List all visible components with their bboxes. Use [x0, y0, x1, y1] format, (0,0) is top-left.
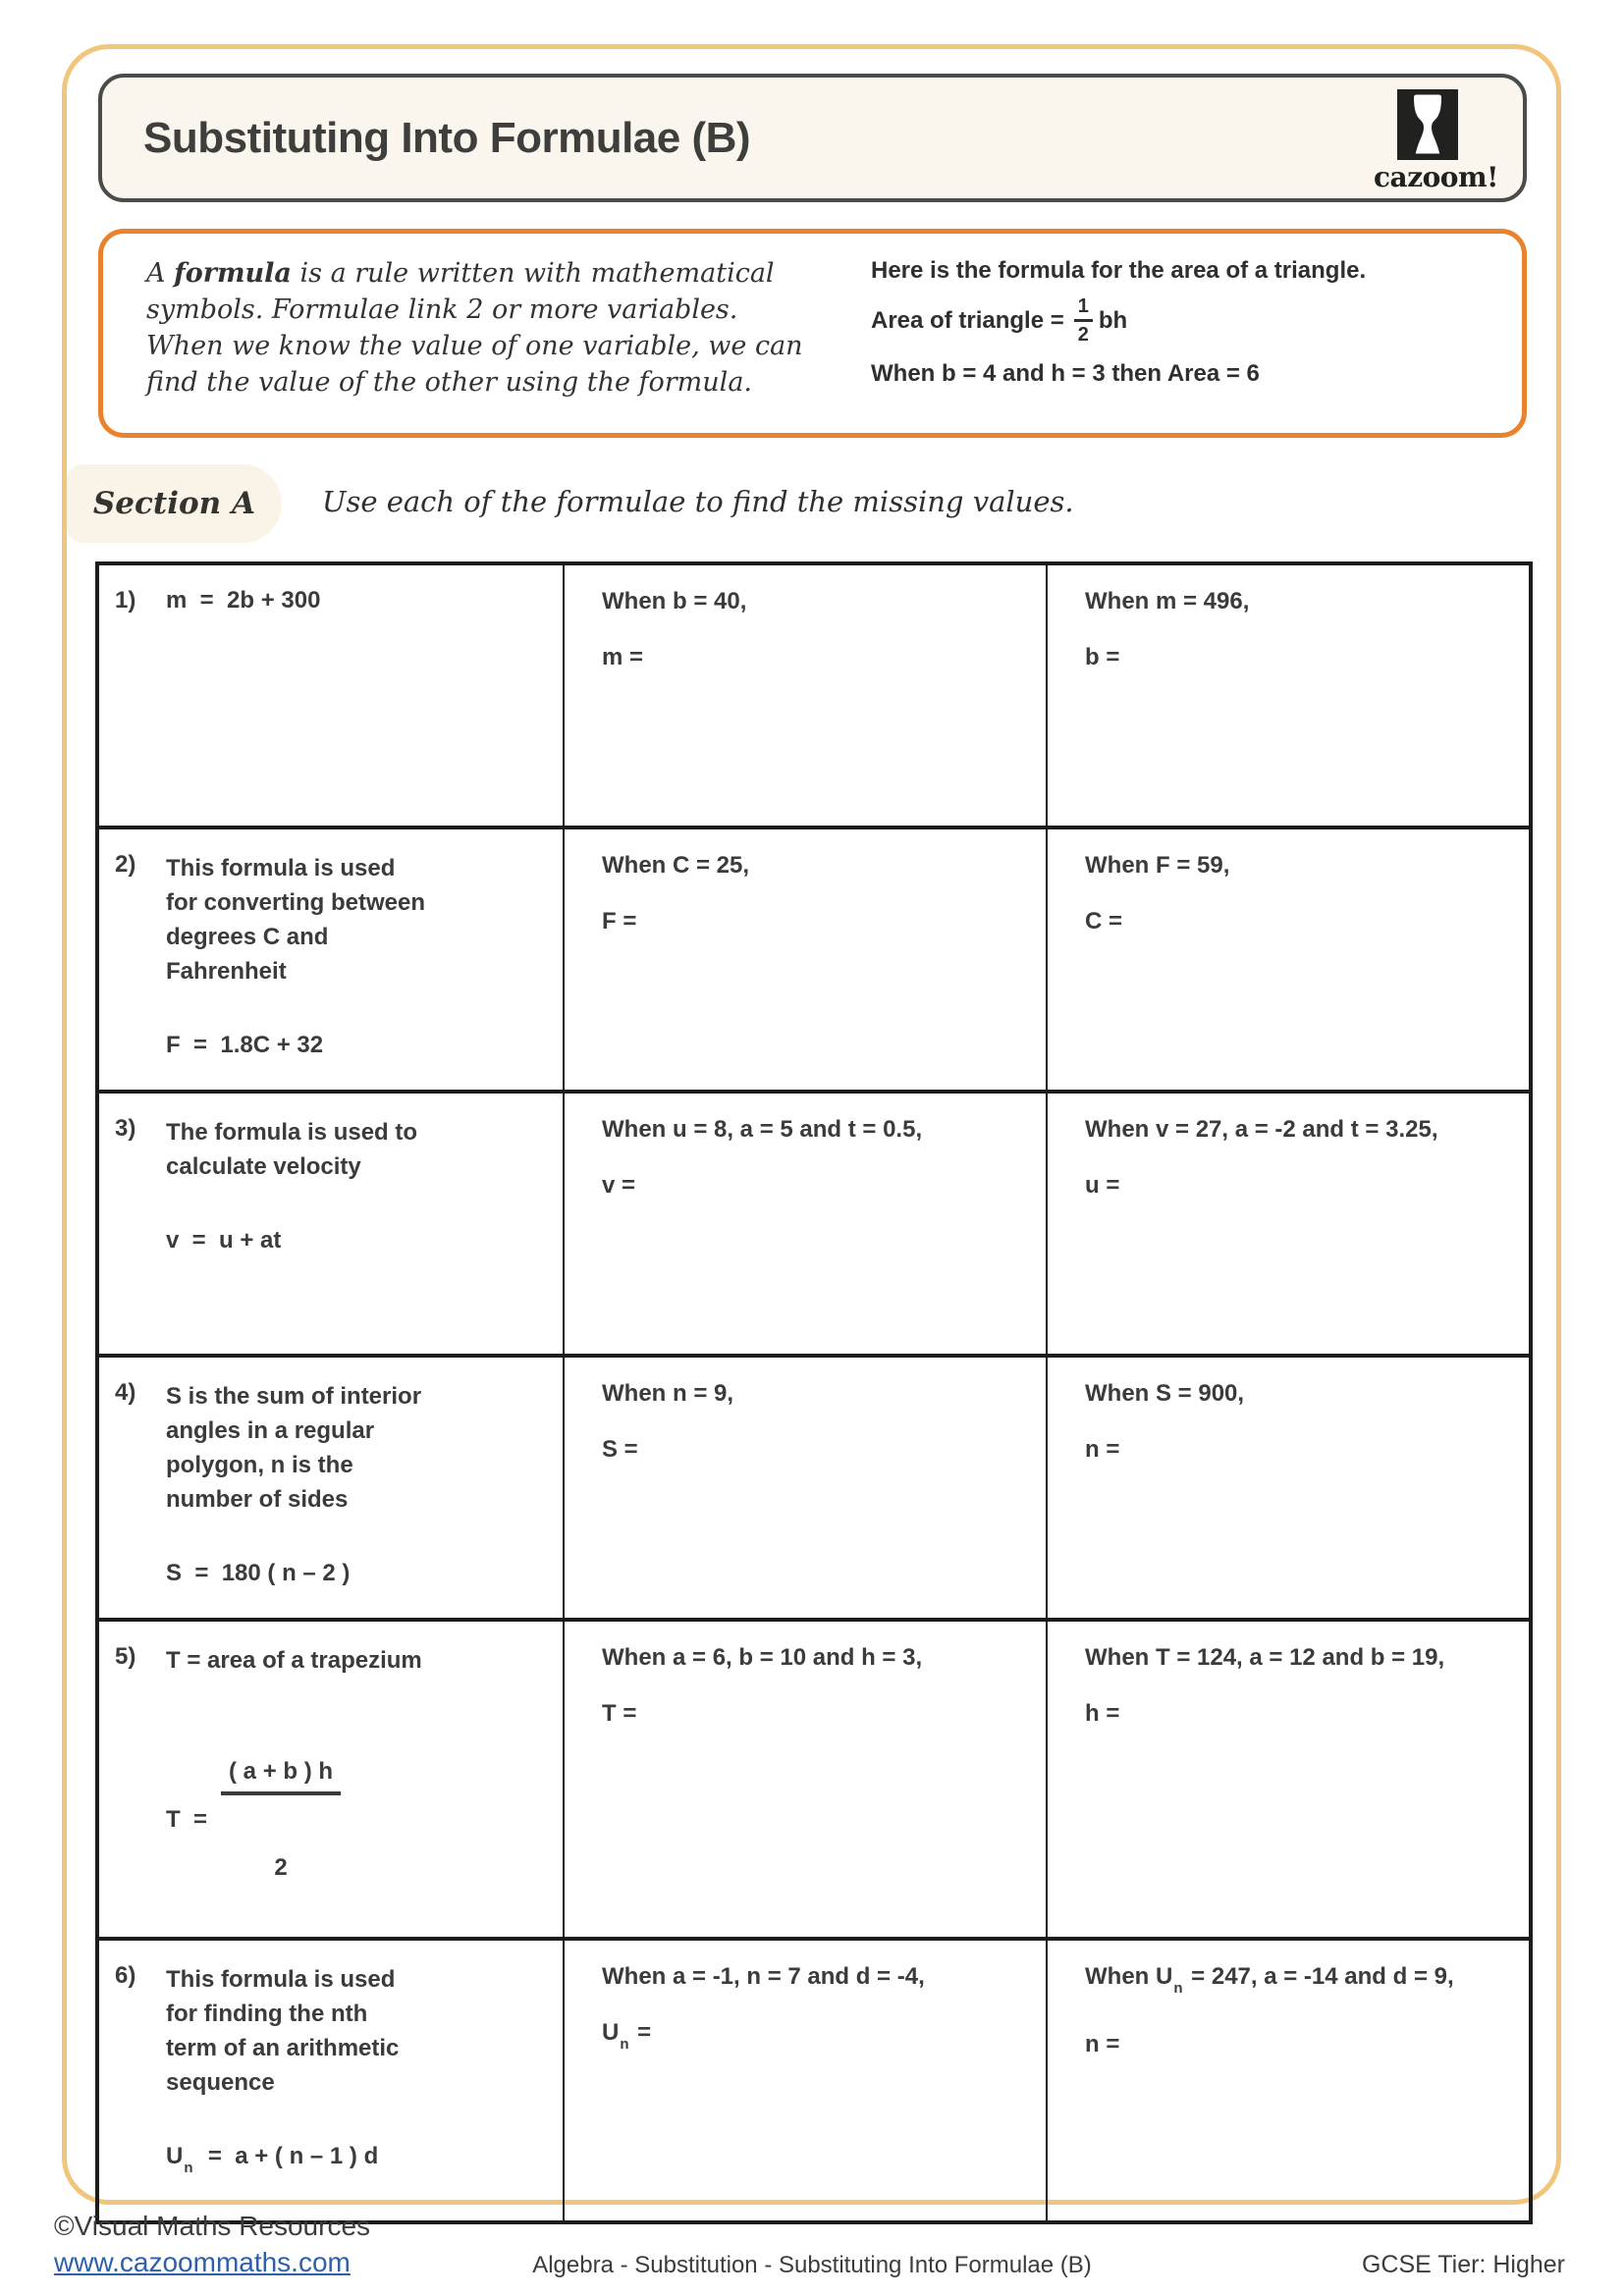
formula-base: U	[166, 2143, 184, 2169]
cazoom-logo	[1374, 89, 1498, 193]
table-row	[97, 563, 1531, 828]
intro-text-pre: A	[146, 258, 175, 289]
title-bar	[98, 74, 1527, 202]
question-description: This formula is used for finding the nth term of an arithmetic sequence	[166, 1966, 400, 2096]
footer-website-link[interactable]: www.cazoommaths.com	[54, 2247, 351, 2277]
questions-table	[95, 561, 1533, 2224]
question-formula: v = u + at	[166, 1227, 282, 1254]
when-pre: When U	[1085, 1963, 1173, 1990]
answer-prompt: h =	[1085, 1700, 1120, 1727]
section-a-badge	[67, 464, 282, 543]
trapezium-fraction	[221, 1703, 341, 1937]
when-cell-1	[564, 828, 1047, 1092]
when-clause: When u = 8, a = 5 and t = 0.5,	[602, 1116, 923, 1143]
when-clause: When m = 496,	[1085, 588, 1250, 614]
table-row	[97, 1092, 1531, 1356]
fraction-denominator: 2	[274, 1854, 288, 1881]
question-cell	[97, 1939, 564, 2222]
intro-text-bold: formula	[174, 258, 292, 289]
when-post: = 247, a = -14 and d = 9,	[1184, 1963, 1454, 1990]
question-formula: S = 180 ( n – 2 )	[166, 1560, 351, 1586]
question-cell	[97, 1356, 564, 1620]
when-cell-1	[564, 1620, 1047, 1939]
when-cell-1	[564, 563, 1047, 828]
when-clause: When b = 40,	[602, 588, 747, 614]
when-clause	[1085, 1962, 1519, 2003]
footer-copyright: ©Visual Maths Resources	[54, 2211, 371, 2241]
question-cell	[97, 1620, 564, 1939]
question-number: 4)	[115, 1379, 136, 1406]
when-cell-1	[564, 1939, 1047, 2222]
question-description: This formula is used for converting between degrees C and Fahrenheit	[166, 855, 426, 985]
footer-worksheet-path: Algebra - Substitution - Substituting Into Formulae (B)	[532, 2252, 1092, 2278]
question-description: S is the sum of interior angles in a regular polygon, n is the number of sides	[166, 1383, 422, 1513]
when-clause: When a = 6, b = 10 and h = 3,	[602, 1644, 923, 1671]
question-formula	[166, 2139, 553, 2185]
when-cell-2	[1047, 563, 1531, 828]
question-number: 5)	[115, 1643, 136, 1670]
question-formula	[166, 1703, 553, 1937]
answer-prompt: C =	[1085, 908, 1123, 934]
when-cell-2	[1047, 1356, 1531, 1620]
answer-prompt: T =	[602, 1700, 637, 1727]
when-clause: When n = 9,	[602, 1380, 734, 1407]
page-title: Substituting Into Formulae (B)	[143, 113, 751, 162]
subscript-n: n	[620, 2036, 629, 2053]
when-cell-2	[1047, 1620, 1531, 1939]
question-number: 3)	[115, 1115, 136, 1142]
when-clause: When T = 124, a = 12 and b = 19,	[1085, 1644, 1445, 1671]
answer-prompt: n =	[1085, 1436, 1120, 1463]
area-formula-label: Area of triangle =	[871, 306, 1064, 334]
when-cell-1	[564, 1092, 1047, 1356]
when-cell-2	[1047, 1092, 1531, 1356]
question-cell	[97, 828, 564, 1092]
question-cell	[97, 563, 564, 828]
fraction-numerator: ( a + b ) h	[221, 1758, 341, 1795]
section-a-instruction: Use each of the formulae to find the missing values.	[322, 485, 1074, 518]
table-row	[97, 1620, 1531, 1939]
question-formula: F = 1.8C + 32	[166, 1032, 324, 1058]
subscript-n: n	[1173, 1980, 1183, 1997]
question-number: 6)	[115, 1962, 136, 1989]
answer-rest: =	[630, 2019, 652, 2046]
section-a-label: Section A	[92, 486, 256, 521]
when-cell-2	[1047, 828, 1531, 1092]
intro-panel	[98, 229, 1527, 438]
intro-text-rest: is a rule written with mathematical symbols. Formulae link 2 or more variables. When we know the value of one variable, we can find the value of the other using the formula.	[146, 258, 803, 398]
drum-icon	[1397, 89, 1458, 160]
when-clause: When S = 900,	[1085, 1380, 1245, 1407]
answer-prompt	[602, 2019, 1036, 2053]
answer-prompt: S =	[602, 1436, 638, 1463]
formula-prefix: T =	[166, 1806, 208, 1833]
answer-prompt: v =	[602, 1172, 636, 1199]
when-cell-2	[1047, 1939, 1531, 2222]
answer-prompt: n =	[1085, 2031, 1120, 2057]
table-row	[97, 828, 1531, 1092]
area-formula-suffix: bh	[1098, 306, 1128, 334]
question-description: The formula is used to calculate velocity	[166, 1119, 418, 1180]
question-description: T = area of a trapezium	[166, 1647, 422, 1674]
example-heading: Here is the formula for the area of a triangle.	[871, 257, 1367, 284]
example-formula	[871, 296, 1509, 345]
fraction-numerator: 1	[1074, 296, 1093, 322]
when-cell-1	[564, 1356, 1047, 1620]
when-clause: When v = 27, a = -2 and t = 3.25,	[1085, 1116, 1438, 1143]
intro-example	[871, 257, 1509, 388]
cazoom-logo-text: cazoom!	[1374, 161, 1498, 193]
footer-tier-label: GCSE Tier: Higher	[1361, 2251, 1565, 2278]
answer-prompt: u =	[1085, 1172, 1120, 1199]
intro-definition	[146, 255, 834, 400]
formula-rest: = a + ( n – 1 ) d	[194, 2143, 379, 2169]
subscript-n: n	[184, 2160, 193, 2176]
when-clause: When F = 59,	[1085, 852, 1230, 879]
one-half-fraction	[1074, 296, 1093, 345]
answer-base: U	[602, 2019, 620, 2046]
fraction-denominator: 2	[1077, 324, 1089, 346]
question-cell	[97, 1092, 564, 1356]
answer-prompt: m =	[602, 644, 644, 670]
table-row	[97, 1356, 1531, 1620]
table-row	[97, 1939, 1531, 2222]
answer-prompt: F =	[602, 908, 637, 934]
example-when-line: When b = 4 and h = 3 then Area = 6	[871, 360, 1260, 387]
question-formula: m = 2b + 300	[166, 587, 321, 614]
answer-prompt: b =	[1085, 644, 1120, 670]
when-clause: When a = -1, n = 7 and d = -4,	[602, 1963, 925, 1990]
when-clause: When C = 25,	[602, 852, 750, 879]
question-number: 2)	[115, 851, 136, 878]
question-number: 1)	[115, 587, 136, 614]
